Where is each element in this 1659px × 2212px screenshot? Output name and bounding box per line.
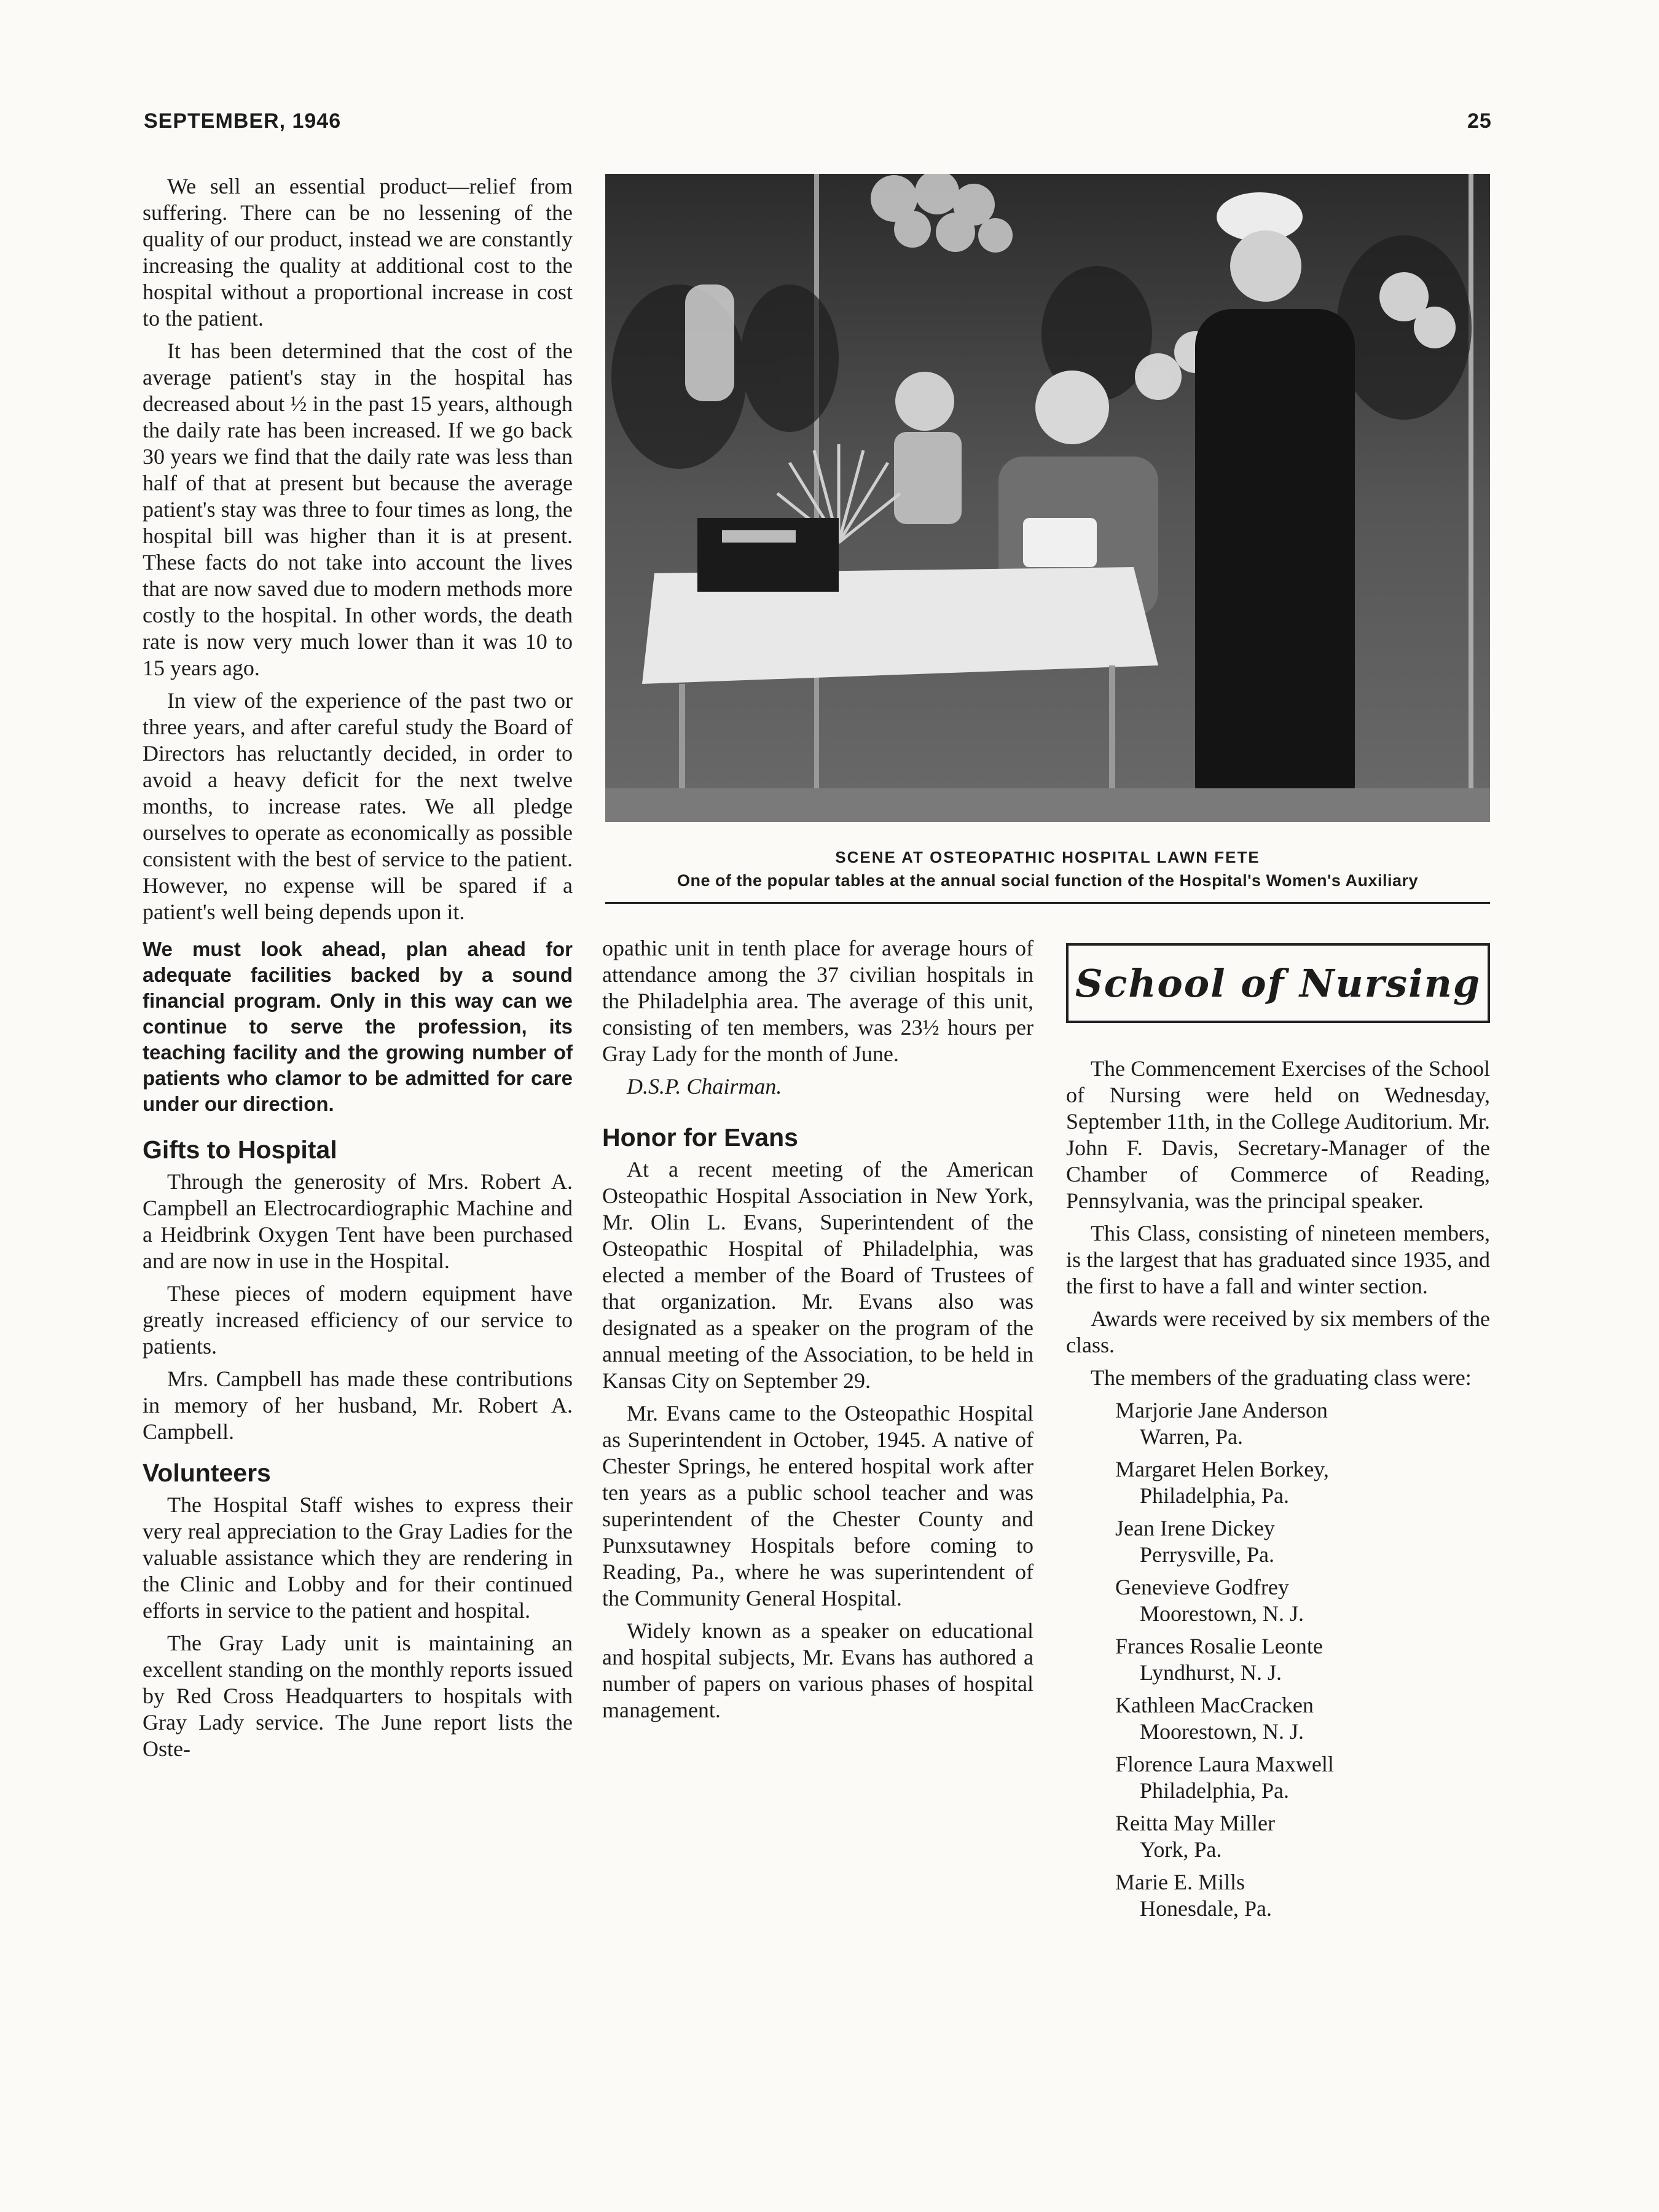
paragraph-honor-2: Mr. Evans came to the Osteopathic Hospital as Superintendent in October, 1945. A native of Chester Springs, he entered hospital work after ten years as a public school teacher and was superintendent of the Chester County and Punxsutawney Hospitals before coming to Reading, Pa., where he was superintendent of the Community General Hospital. (602, 1401, 1033, 1610)
graduate-town: Honesdale, Pa. (1140, 1896, 1272, 1921)
list-item (1115, 1633, 1490, 1686)
paragraph-volunteers-2: The Gray Lady unit is maintaining an excellent standing on the monthly reports issued by Red Cross Headquarters to hospitals with Gray Lady service. The June report lists the Oste- (143, 1631, 573, 1761)
list-item (1115, 1692, 1490, 1745)
list-item (1115, 1751, 1490, 1804)
paragraph-nursing-3: Awards were received by six members of the class. (1066, 1306, 1490, 1357)
column-middle (602, 935, 1033, 1730)
paragraph-gifts-2: These pieces of modern equipment have greatly increased efficiency of our service to patients. (143, 1281, 573, 1359)
graduate-name: Frances Rosalie Leonte (1115, 1634, 1323, 1658)
graduate-town: Warren, Pa. (1140, 1424, 1244, 1449)
page-number: 25 (1467, 109, 1492, 133)
graduate-name: Margaret Helen Borkey, (1115, 1457, 1329, 1481)
heading-honor: Honor for Evans (602, 1123, 798, 1151)
graduate-name: Marie E. Mills (1115, 1870, 1245, 1894)
list-item (1115, 1869, 1490, 1922)
lawn-fete-photo (605, 174, 1490, 822)
section-title-school-of-nursing: School of Nursing (1075, 960, 1481, 1006)
paragraph-honor-1: At a recent meeting of the American Osteopathic Hospital Association in New York, Mr. Olin L. Evans, Superintendent of the Osteopathic Hospital of Philadelphia, was elected a member of the Board of Trustees of that organization. Mr. Evans also was designated as a speaker on the program of the annual meeting of the Association, to be held in Kansas City on September 29. (602, 1157, 1033, 1393)
paragraph-gray-lady-cont: opathic unit in tenth place for average hours of attendance among the 37 civilian hospitals in the Philadelphia area. The average of this unit, consisting of ten members, was 23½ hours per Gray Lady for the month of June. (602, 936, 1033, 1066)
graduate-list (1066, 1397, 1490, 1922)
graduate-town: Moorestown, N. J. (1140, 1719, 1304, 1744)
paragraph-rates: In view of the experience of the past two or three years, and after careful study the Board of Directors has reluctantly decided, in order to avoid a heavy deficit for the next twelve months, to increase rates. We all pledge ourselves to operate as economically as possible consistent with the best of service to the patient. However, no expense will be spared if a patient's well being depends upon it. (143, 688, 573, 924)
column-left (143, 173, 573, 1768)
paragraph-nursing-4: The members of the graduating class were: (1091, 1365, 1472, 1390)
column-right (1066, 1056, 1490, 1928)
graduate-town: York, Pa. (1140, 1837, 1222, 1862)
paragraph-nursing-2: This Class, consisting of nineteen members, is the largest that has graduated since 1935, and the first to have a fall and winter section. (1066, 1221, 1490, 1298)
graduate-town: Lyndhurst, N. J. (1140, 1660, 1282, 1685)
graduate-name: Marjorie Jane Anderson (1115, 1398, 1328, 1422)
list-item (1115, 1515, 1490, 1568)
graduate-town: Philadelphia, Pa. (1140, 1483, 1289, 1508)
caption-divider (605, 902, 1490, 904)
graduate-name: Genevieve Godfrey (1115, 1575, 1289, 1599)
list-item (1115, 1810, 1490, 1863)
paragraph-cost: It has been determined that the cost of the average patient's stay in the hospital has decreased about ½ in the past 15 years, although the daily rate has been increased. If we go back 30 years we find that the daily rate was less than half of that at present but because the average patient's stay was three to four times as long, the hospital bill was higher than it is at present. These facts do not take into account the lives that are now saved due to modern methods more costly to the hospital. In other words, the death rate is now very much lower than it was 10 to 15 years ago. (143, 339, 573, 680)
graduate-town: Philadelphia, Pa. (1140, 1778, 1289, 1803)
running-header-date: SEPTEMBER, 1946 (144, 109, 342, 133)
photo-caption: One of the popular tables at the annual social function of the Hospital's Women's Auxiliary (677, 871, 1418, 890)
paragraph-gifts-1: Through the generosity of Mrs. Robert A. Campbell an Electrocardiographic Machine and a Heidbrink Oxygen Tent have been purchased and are now in use in the Hospital. (143, 1169, 573, 1273)
paragraph-nursing-1: The Commencement Exercises of the School of Nursing were held on Wednesday, September 11th, in the College Auditorium. Mr. John F. Davis, Secretary-Manager of the Chamber of Commerce of Reading, Pennsylvania, was the principal speaker. (1066, 1056, 1490, 1213)
graduate-name: Jean Irene Dickey (1115, 1516, 1275, 1540)
photo-title: SCENE AT OSTEOPATHIC HOSPITAL LAWN FETE (835, 848, 1260, 866)
paragraph-look-ahead: We must look ahead, plan ahead for adequate facilities backed by a sound financial program. Only in this way can we continue to serve the profession, its teaching facility and the growing number of patients who clamor to be admitted for care under our direction. (143, 938, 573, 1115)
paragraph-honor-3: Widely known as a speaker on educational and hospital subjects, Mr. Evans has authored a number of papers on various phases of hospital management. (602, 1618, 1033, 1722)
graduate-name: Kathleen MacCracken (1115, 1693, 1314, 1717)
graduate-name: Florence Laura Maxwell (1115, 1752, 1334, 1776)
signature: D.S.P. Chairman. (627, 1074, 782, 1099)
paragraph-gifts-3: Mrs. Campbell has made these contributions in memory of her husband, Mr. Robert A. Campbell. (143, 1367, 573, 1444)
heading-volunteers: Volunteers (143, 1459, 271, 1487)
graduate-town: Perrysville, Pa. (1140, 1542, 1274, 1567)
paragraph-volunteers-1: The Hospital Staff wishes to express their very real appreciation to the Gray Ladies for the valuable assistance which they are rendering in the Clinic and Lobby and for their continued efforts in service to the patient and hospital. (143, 1492, 573, 1623)
graduate-town: Moorestown, N. J. (1140, 1601, 1304, 1626)
section-title-box (1066, 943, 1490, 1023)
photo-illustration (605, 174, 1490, 822)
heading-gifts: Gifts to Hospital (143, 1135, 337, 1164)
paragraph-relief: We sell an essential product—relief from suffering. There can be no lessening of the quality of our product, instead we are constantly increasing the quality at additional cost to the hospital without a proportional increase in cost to the patient. (143, 174, 573, 331)
list-item (1115, 1574, 1490, 1627)
graduate-name: Reitta May Miller (1115, 1811, 1275, 1835)
list-item (1115, 1456, 1490, 1509)
list-item (1115, 1397, 1490, 1450)
